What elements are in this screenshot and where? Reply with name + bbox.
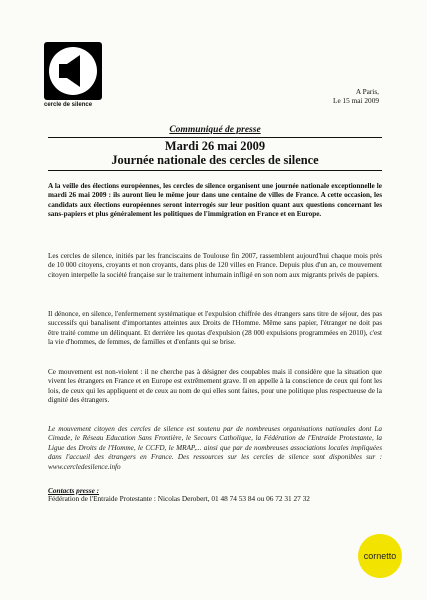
cornetto-label: cornetto [363,551,397,561]
paragraph-origins: Les cercles de silence, initiés par les franciscains de Toulouse fin 2007, rassemblent aujourd'hui chaque mois près de 10 000 citoyens, croyants et non croyants, dans plus de 120 villes en France. Depuis plus d'un an, ce mouvement citoyen interpelle la société française sur le traitement inhumain infligé en son nom aux migrants privés de papiers. [48,252,382,279]
paragraph-intro: A la veille des élections européennes, les cercles de silence organisent une journée nationale exceptionnelle le mardi 26 mai 2009 : ils auront lieu le même jour dans une centaine de villes de France. A cette occasion, les candidats aux élections européennes seront interrogés sur leur position quant aux questions concernant les sans-papiers et plus généralement les politiques de l'immigration en France et en Europe. [48,182,382,219]
logo-caption: cercle de silence [44,102,93,108]
date-line: Le 15 mai 2009 [332,96,379,105]
cercle-de-silence-logo [44,42,102,100]
contacts-label: Contacts presse : [48,486,100,495]
press-release-header [48,124,382,171]
event-date: Mardi 26 mai 2009 [164,139,266,153]
paragraph-denunciation: Il dénonce, en silence, l'enfermement systématique et l'expulsion chiffrée des étrangers sans titre de séjour, des pas successifs qui banalisent d'importantes atteintes aux Droits de l'Homme. Même sans papier, l'étranger ne doit pas être traité comme un délinquant. Et derrière les quotas d'expulsion (28 000 expulsions programmées en 2010), c'est la vie d'hommes, de femmes, de familles et d'enfants qui se brise. [48,310,382,347]
speaker-muted-icon [44,42,102,100]
cornetto-stamp [358,534,402,578]
paragraph-non-violence: Ce mouvement est non-violent : il ne cherche pas à désigner des coupables mais il considère que la situation que vivent les étrangers en France et en Europe est extrêmement grave. Il en appelle à la conscience de ceux qui font les lois, de ceux qui les appliquent et de ceux au nom de qui elles sont faites, pour une politique plus respectueuse de la dignité des étrangers. [48,368,382,405]
paragraph-supporters: Le mouvement citoyen des cercles de silence est soutenu par de nombreuses organisations nationales dont La Cimade, le Réseau Education Sans Frontière, le Secours Catholique, la Fédération de l'Entraide Protestante, la Ligue des Droits de l'Homme, le CCFD, le MRAP,... ainsi que par de nombreuses associations locales impliquées dans l'accueil des étrangers en France. Des ressources sur les cercles de silence sont disponibles sur : www.cercledesilence.info [48,425,382,471]
communique-label: Communiqué de presse [169,125,261,135]
title-box [48,137,382,171]
place-line: A Paris, [355,87,379,96]
contacts-text: Fédération de l'Entraide Protestante : Nicolas Derobert, 01 48 74 53 84 ou 06 72 31 27 32 [48,494,310,503]
place-date [259,87,379,105]
page-title: Journée nationale des cercles de silence [111,153,319,167]
